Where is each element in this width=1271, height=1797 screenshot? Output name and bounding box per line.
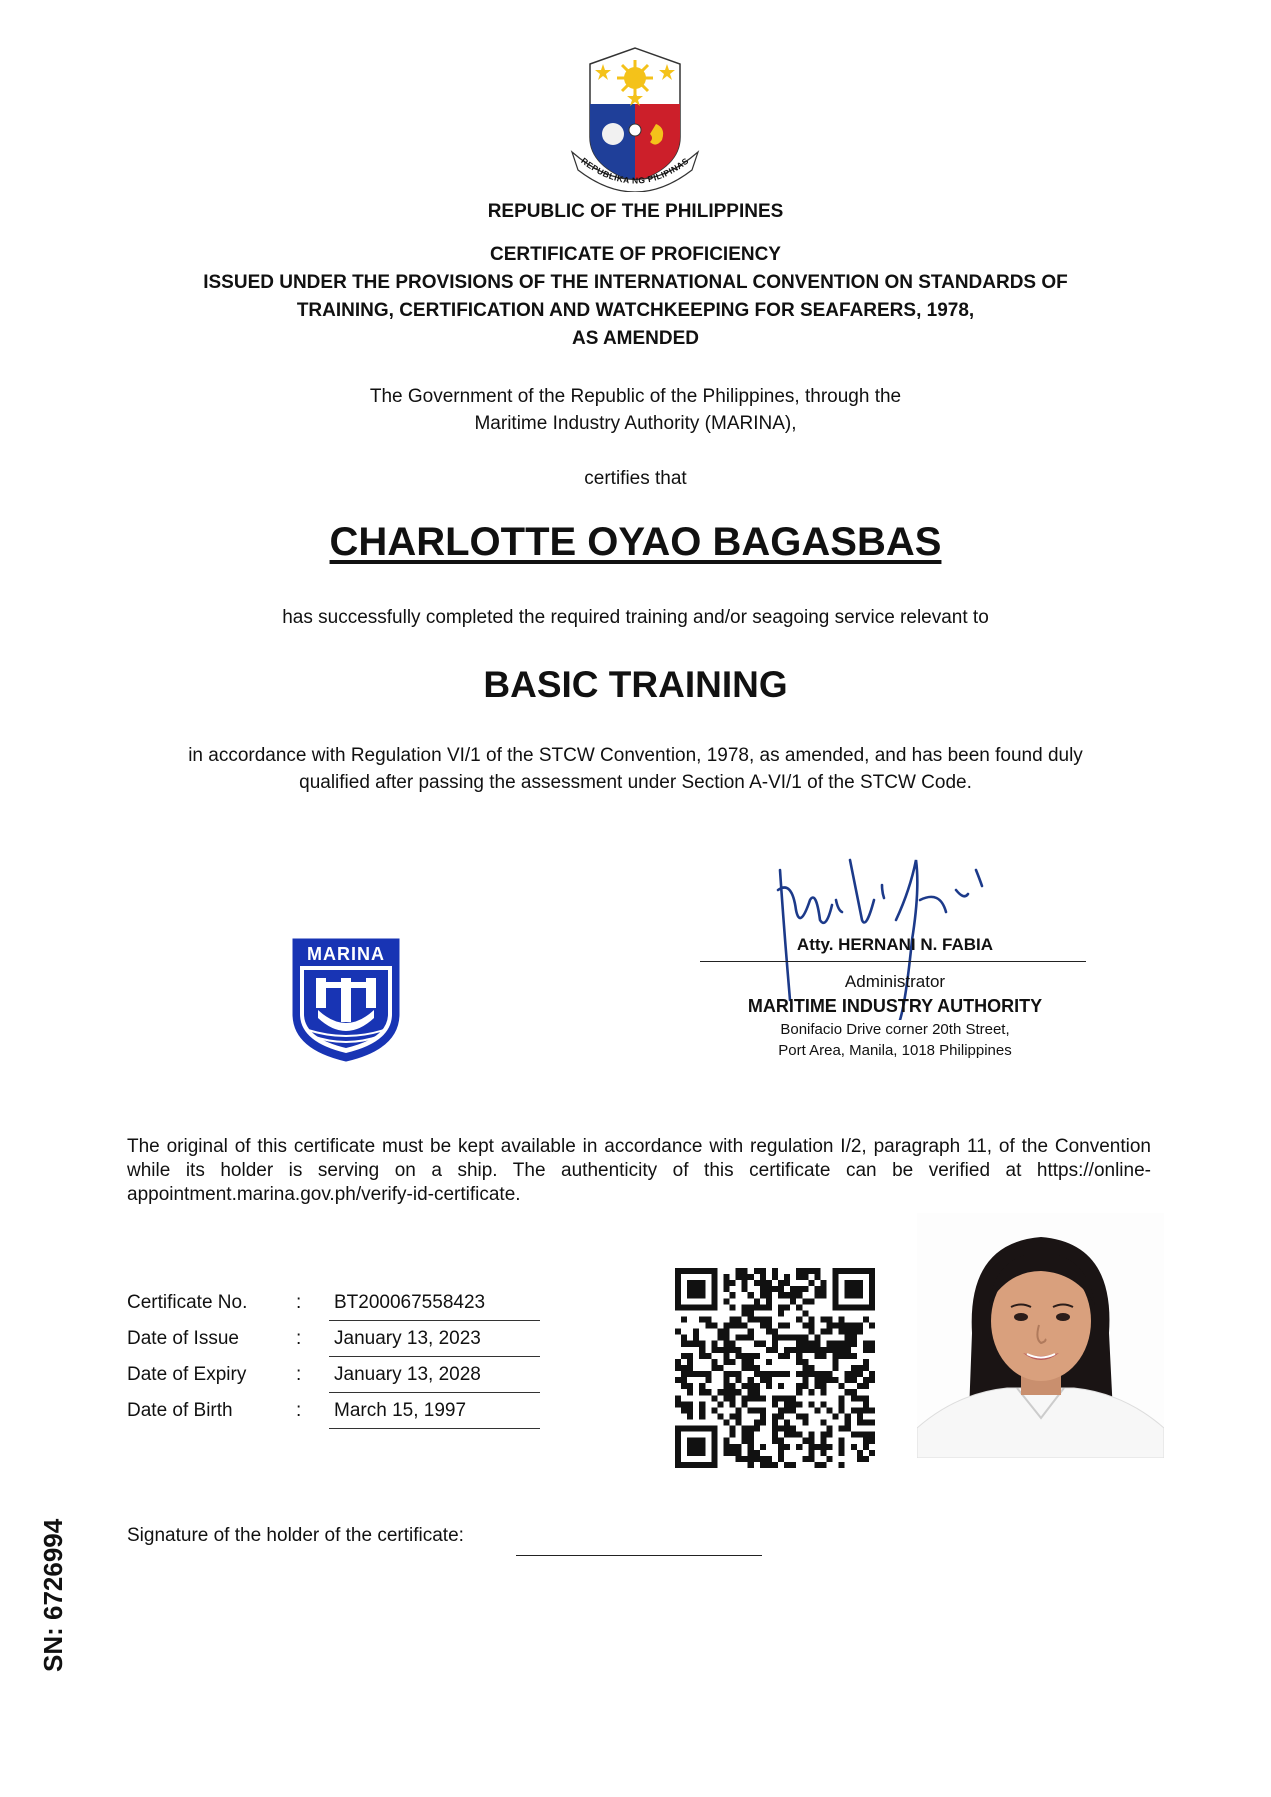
certificate-number: BT200067558423	[329, 1292, 540, 1321]
philippine-coat-of-arms	[560, 42, 710, 192]
signatory-address-2: Port Area, Manila, 1018 Philippines	[778, 1042, 1012, 1059]
convention-line-1: ISSUED UNDER THE PROVISIONS OF THE INTERNATIONAL CONVENTION ON STANDARDS OF	[203, 272, 1068, 293]
holder-name-wrap	[0, 520, 1271, 565]
holder-name: CHARLOTTE OYAO BAGASBAS	[329, 520, 942, 564]
signatory-name: Atty. HERNANI N. FABIA	[796, 935, 994, 954]
course-title: BASIC TRAINING	[483, 664, 788, 705]
detail-label: Date of Birth	[127, 1400, 233, 1421]
marina-logo	[290, 936, 402, 1064]
intro-line-1: The Government of the Republic of the Philippines, through the	[369, 386, 902, 407]
detail-colon: :	[296, 1292, 302, 1313]
date-of-birth: March 15, 1997	[329, 1400, 540, 1429]
certificate-title: CERTIFICATE OF PROFICIENCY	[490, 244, 781, 265]
signatory-block	[700, 800, 1090, 1060]
holder-signature-line	[516, 1555, 762, 1556]
verification-notice: The original of this certificate must be kept available in accordance with regulation I/2, paragraph 11, of the Convention while its holder is serving on a ship. The authenticity of this certificate can be verified at https://online-appointment.marina.gov.ph/verify-id-certificate.	[127, 1136, 1151, 1205]
detail-label: Date of Issue	[127, 1328, 239, 1349]
completion-text: has successfully completed the required training and/or seagoing service relevant to	[282, 607, 989, 628]
country-heading: REPUBLIC OF THE PHILIPPINES	[487, 201, 784, 222]
detail-colon: :	[296, 1364, 302, 1385]
certifies-text: certifies that	[584, 468, 687, 489]
date-of-expiry: January 13, 2028	[329, 1364, 540, 1393]
holder-photo	[917, 1213, 1164, 1458]
serial-number: SN: 6726994	[38, 1518, 68, 1672]
convention-line-3: AS AMENDED	[571, 328, 700, 349]
marina-logo-text: MARINA	[307, 944, 385, 964]
intro-line-2: Maritime Industry Authority (MARINA),	[474, 413, 797, 434]
signatory-agency: MARITIME INDUSTRY AUTHORITY	[747, 996, 1043, 1016]
course-title-wrap	[0, 664, 1271, 706]
detail-label: Certificate No.	[127, 1292, 248, 1313]
detail-colon: :	[296, 1328, 302, 1349]
holder-signature-label: Signature of the holder of the certificate:	[127, 1525, 464, 1546]
verification-qr-code[interactable]	[675, 1268, 875, 1468]
seal-ribbon-text: REPUBLIKA NG PILIPINAS	[579, 155, 691, 186]
signatory-position: Administrator	[844, 972, 946, 991]
detail-colon: :	[296, 1400, 302, 1421]
signatory-address-1: Bonifacio Drive corner 20th Street,	[780, 1021, 1010, 1038]
date-of-issue: January 13, 2023	[329, 1328, 540, 1357]
convention-line-2: TRAINING, CERTIFICATION AND WATCHKEEPING FOR SEAFARERS, 1978,	[296, 300, 975, 321]
detail-label: Date of Expiry	[127, 1364, 247, 1385]
accordance-line-2: qualified after passing the assessment under Section A-VI/1 of the STCW Code.	[299, 772, 972, 793]
accordance-line-1: in accordance with Regulation VI/1 of the STCW Convention, 1978, as amended, and has been found duly	[188, 745, 1083, 766]
